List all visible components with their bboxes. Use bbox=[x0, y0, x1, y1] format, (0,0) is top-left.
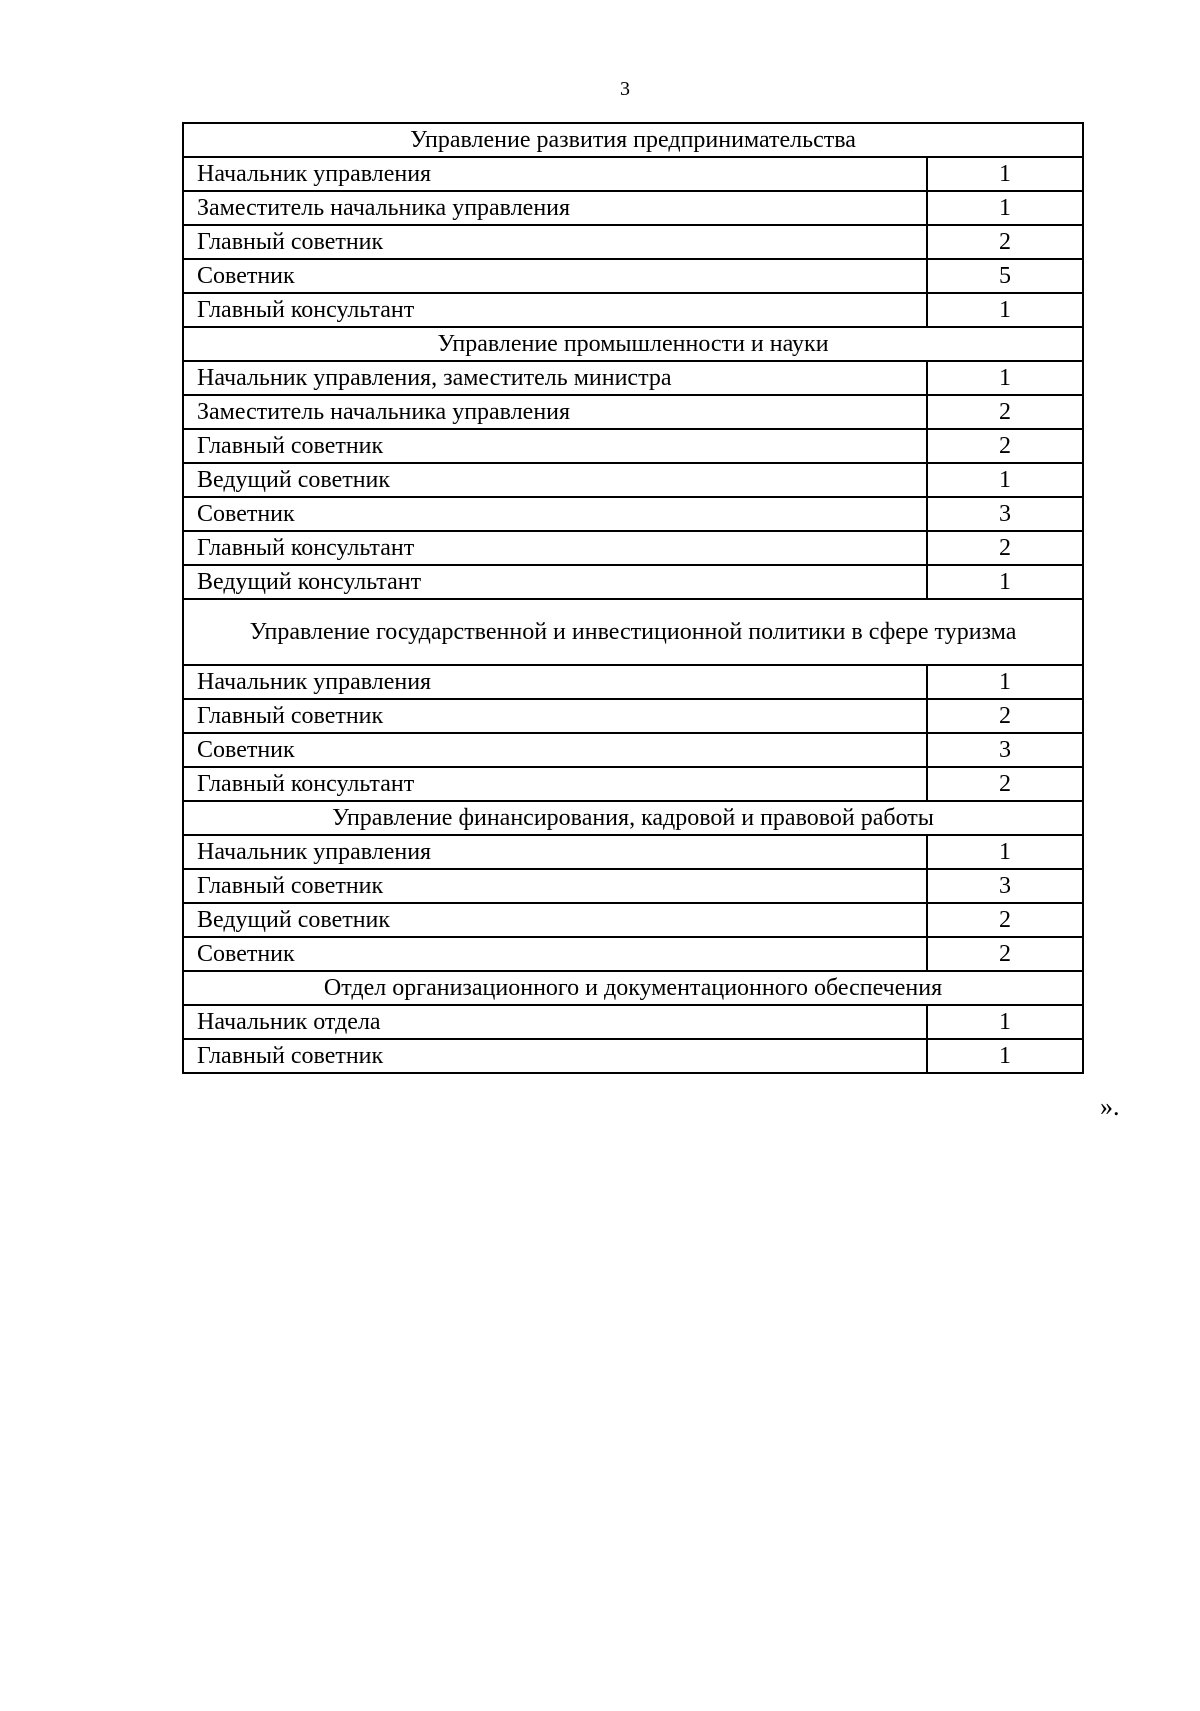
position-title: Начальник отдела bbox=[183, 1005, 927, 1039]
staff-count: 2 bbox=[927, 767, 1083, 801]
staff-count: 2 bbox=[927, 699, 1083, 733]
staffing-table-body bbox=[183, 123, 1083, 1073]
table-row bbox=[183, 361, 1083, 395]
staff-count: 2 bbox=[927, 937, 1083, 971]
staff-count: 1 bbox=[927, 1039, 1083, 1073]
staff-count: 5 bbox=[927, 259, 1083, 293]
table-row bbox=[183, 937, 1083, 971]
position-title: Начальник управления bbox=[183, 157, 927, 191]
section-header-row bbox=[183, 801, 1083, 835]
table-row bbox=[183, 225, 1083, 259]
section-title: Управление государственной и инвестиционной политики в сфере туризма bbox=[183, 599, 1083, 665]
table-row bbox=[183, 395, 1083, 429]
table-row bbox=[183, 733, 1083, 767]
table-row bbox=[183, 429, 1083, 463]
staff-count: 2 bbox=[927, 395, 1083, 429]
staff-count: 2 bbox=[927, 531, 1083, 565]
position-title: Начальник управления bbox=[183, 665, 927, 699]
position-title: Ведущий советник bbox=[183, 463, 927, 497]
table-row bbox=[183, 531, 1083, 565]
staff-count: 1 bbox=[927, 835, 1083, 869]
closing-quote-mark: ». bbox=[1100, 1092, 1120, 1121]
table-row bbox=[183, 665, 1083, 699]
table-row bbox=[183, 869, 1083, 903]
position-title: Главный советник bbox=[183, 699, 927, 733]
table-row bbox=[183, 767, 1083, 801]
position-title: Ведущий советник bbox=[183, 903, 927, 937]
section-title: Управление промышленности и науки bbox=[183, 327, 1083, 361]
staff-count: 2 bbox=[927, 903, 1083, 937]
table-row bbox=[183, 1039, 1083, 1073]
staff-count: 3 bbox=[927, 497, 1083, 531]
staff-count: 2 bbox=[927, 429, 1083, 463]
staff-count: 1 bbox=[927, 463, 1083, 497]
position-title: Начальник управления, заместитель министра bbox=[183, 361, 927, 395]
section-header-row bbox=[183, 971, 1083, 1005]
table-row bbox=[183, 565, 1083, 599]
staff-count: 1 bbox=[927, 361, 1083, 395]
page-number: 3 bbox=[620, 78, 630, 100]
position-title: Главный советник bbox=[183, 429, 927, 463]
staff-count: 1 bbox=[927, 665, 1083, 699]
table-row bbox=[183, 293, 1083, 327]
staff-count: 2 bbox=[927, 225, 1083, 259]
staff-count: 1 bbox=[927, 293, 1083, 327]
section-header-row bbox=[183, 599, 1083, 665]
section-title: Управление развития предпринимательства bbox=[183, 123, 1083, 157]
position-title: Советник bbox=[183, 937, 927, 971]
position-title: Заместитель начальника управления bbox=[183, 191, 927, 225]
staff-count: 3 bbox=[927, 869, 1083, 903]
table-row bbox=[183, 191, 1083, 225]
table-row bbox=[183, 699, 1083, 733]
staff-count: 1 bbox=[927, 191, 1083, 225]
table-row bbox=[183, 259, 1083, 293]
position-title: Главный консультант bbox=[183, 293, 927, 327]
position-title: Начальник управления bbox=[183, 835, 927, 869]
position-title: Советник bbox=[183, 733, 927, 767]
position-title: Главный советник bbox=[183, 869, 927, 903]
position-title: Заместитель начальника управления bbox=[183, 395, 927, 429]
position-title: Советник bbox=[183, 497, 927, 531]
staff-count: 1 bbox=[927, 157, 1083, 191]
position-title: Главный консультант bbox=[183, 531, 927, 565]
table-row bbox=[183, 463, 1083, 497]
staff-count: 1 bbox=[927, 1005, 1083, 1039]
position-title: Советник bbox=[183, 259, 927, 293]
staffing-table bbox=[182, 122, 1084, 1074]
staff-count: 3 bbox=[927, 733, 1083, 767]
table-row bbox=[183, 497, 1083, 531]
section-title: Управление финансирования, кадровой и правовой работы bbox=[183, 801, 1083, 835]
position-title: Главный консультант bbox=[183, 767, 927, 801]
section-header-row bbox=[183, 327, 1083, 361]
table-row bbox=[183, 835, 1083, 869]
section-header-row bbox=[183, 123, 1083, 157]
position-title: Главный советник bbox=[183, 225, 927, 259]
position-title: Главный советник bbox=[183, 1039, 927, 1073]
section-title: Отдел организационного и документационного обеспечения bbox=[183, 971, 1083, 1005]
table-row bbox=[183, 157, 1083, 191]
position-title: Ведущий консультант bbox=[183, 565, 927, 599]
staff-count: 1 bbox=[927, 565, 1083, 599]
table-row bbox=[183, 903, 1083, 937]
table-row bbox=[183, 1005, 1083, 1039]
